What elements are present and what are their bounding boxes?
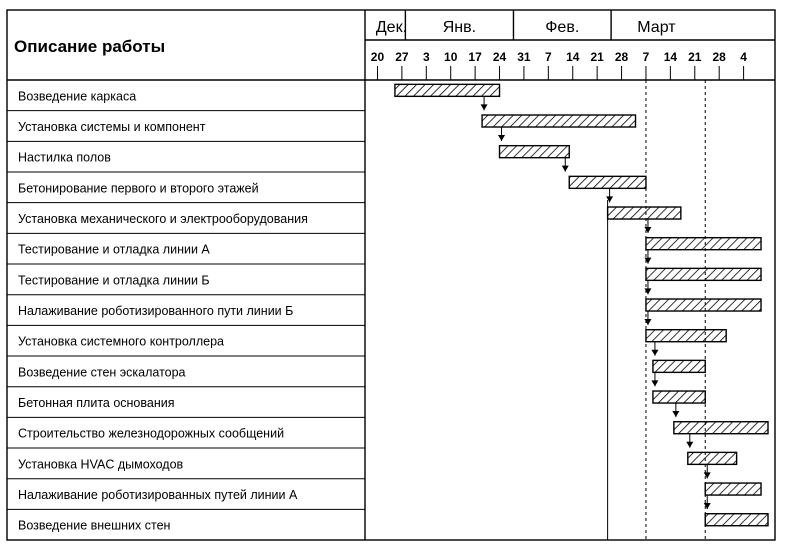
task-label: Бетонная плита основания <box>18 396 175 411</box>
tick-label: 21 <box>590 50 604 64</box>
dependency-arrow-head <box>651 380 658 386</box>
task-bar <box>500 146 570 158</box>
tick-label: 28 <box>712 50 726 64</box>
task-label: Возведение внешних стен <box>18 518 171 533</box>
task-bar <box>608 207 681 219</box>
task-bar <box>705 483 761 495</box>
task-label: Настилка полов <box>18 150 111 165</box>
task-label: Бетонирование первого и второго этажей <box>18 181 259 196</box>
task-label: Тестирование и отладка линии А <box>18 242 210 257</box>
task-bar <box>705 514 768 526</box>
tick-label: 24 <box>492 50 507 64</box>
tick-label: 3 <box>422 50 430 64</box>
task-bar <box>674 422 768 434</box>
task-bar <box>688 452 737 464</box>
tick-label: 27 <box>395 50 409 64</box>
task-bar <box>569 176 646 188</box>
task-bar <box>646 238 761 250</box>
task-rows <box>7 89 365 532</box>
task-label: Тестирование и отладка линии Б <box>18 273 210 288</box>
tick-labels <box>371 50 747 80</box>
task-label: Налаживание роботизированных путей линии А <box>18 488 298 503</box>
task-label: Установка системы и компонент <box>18 120 206 135</box>
tick-label: 14 <box>663 50 678 64</box>
task-bar <box>395 84 500 96</box>
task-bar <box>653 391 705 403</box>
header-label: Описание работы <box>14 37 166 56</box>
task-bar <box>653 360 705 372</box>
task-label: Установка системного контроллера <box>18 334 224 349</box>
task-label: Установка HVAC дымоходов <box>18 457 184 472</box>
tick-label: 21 <box>688 50 702 64</box>
task-bar <box>646 330 726 342</box>
tick-label: 20 <box>370 50 385 64</box>
tick-label: 31 <box>517 50 531 64</box>
tick-label: 7 <box>642 50 650 64</box>
dependency-arrow-head <box>481 104 488 110</box>
task-label: Налаживание роботизированного пути линии Б <box>18 304 294 319</box>
task-bars <box>395 80 768 540</box>
task-label: Установка механического и электрооборудования <box>18 212 308 227</box>
tick-label: 17 <box>468 50 482 64</box>
dependency-arrow-head <box>562 166 569 172</box>
tick-label: 4 <box>740 50 747 64</box>
tick-label: 14 <box>566 50 580 64</box>
task-label: Возведение стен эскалатора <box>18 365 186 380</box>
month-label: Фев. <box>545 19 580 36</box>
dependency-arrow-head <box>686 442 693 448</box>
task-bar <box>646 268 761 280</box>
dependency-arrow-head <box>498 135 505 141</box>
task-bar <box>482 115 635 127</box>
month-headers <box>376 10 676 40</box>
task-label: Возведение каркаса <box>18 89 137 104</box>
month-label: Март <box>637 19 676 36</box>
task-bar <box>646 299 761 311</box>
month-label: Янв. <box>442 19 477 36</box>
task-label: Строительство железнодорожных сообщений <box>18 426 285 441</box>
tick-label: 10 <box>444 50 458 64</box>
tick-label: 28 <box>614 50 629 64</box>
dependency-arrow-head <box>651 350 658 356</box>
dependency-arrow-head <box>672 411 679 417</box>
month-label: Дек. <box>375 19 408 36</box>
tick-label: 7 <box>544 50 552 64</box>
